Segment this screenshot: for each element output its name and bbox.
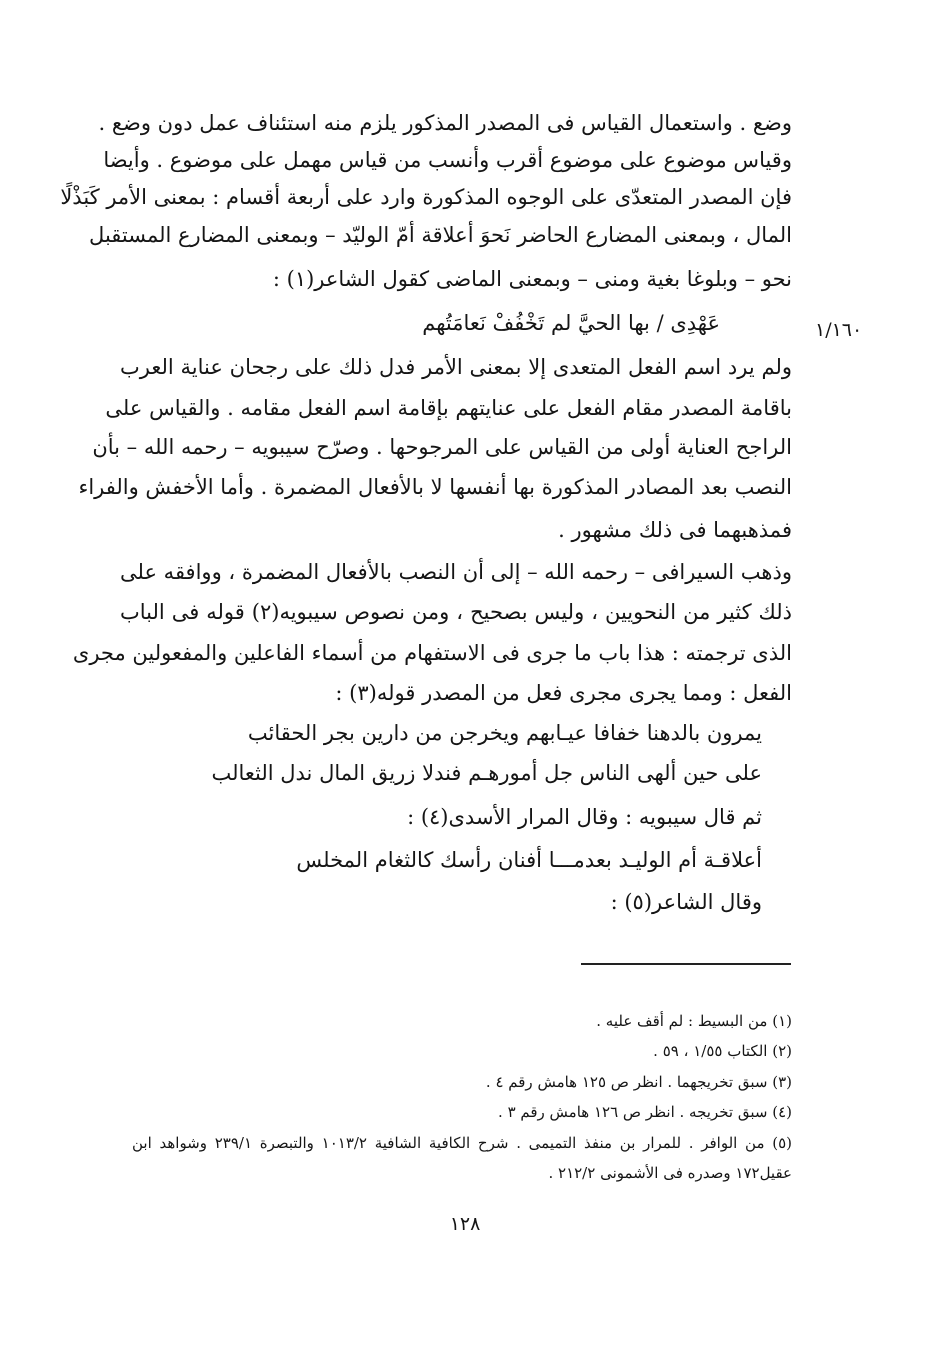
verse-line: أعلاقـة أم الوليـد بعدمـــا أفنان رأسك كالثغام المخلس: [296, 848, 762, 872]
body-line: وقياس موضوع على موضوع أقرب وأنسب من قياس مهمل على موضوع . وأيضا: [103, 148, 792, 172]
body-line: نحو – وبلوغا بغية ومنى – وبمعنى الماضى كقول الشاعر(١) :: [272, 267, 792, 291]
page-number: ١٢٨: [449, 1213, 481, 1235]
verse-line: عَهْدِى / بها الحيَّ لم تَخْفُفْ نَعامَتُهم: [422, 311, 720, 335]
verse-line: على حين ألهى الناس جل أمورهـم فندلا زريق المال ندل الثعالب: [211, 761, 762, 785]
body-line: الراجح العناية أولى من القياس على المرجوحها . وصرّح سيبويه – رحمه الله – بأن: [92, 435, 792, 459]
footnote-continuation: عقيل١٧٢ وصدره فى الأشمونى ٢١٢/٢ .: [548, 1164, 792, 1182]
body-line: وقال الشاعر(٥) :: [610, 890, 762, 914]
footnote-separator: [581, 963, 791, 965]
body-line: الفعل : ومما يجرى مجرى فعل من المصدر قوله(٣) :: [335, 681, 792, 705]
body-line: وضع . واستعمال القياس فى المصدر المذكور يلزم منه استئناف عمل دون وضع .: [98, 111, 792, 135]
footnote: (٢) الكتاب ١/٥٥ ، ٥٩ .: [653, 1042, 792, 1060]
body-line: ثم قال سيبويه : وقال المرار الأسدى(٤) :: [407, 805, 762, 829]
body-line: النصب بعد المصادر المذكورة بها أنفسها لا بالأفعال المضمرة . وأما الأخفش والفراء: [78, 475, 792, 499]
margin-page-reference: ١/١٦٠: [815, 319, 863, 341]
body-line: ذلك كثير من النحويين ، وليس بصحيح ، ومن نصوص سيبويه(٢) قوله فى الباب: [120, 600, 792, 624]
body-line: فإن المصدر المتعدّى على الوجوه المذكورة وارد على أربعة أقسام : بمعنى الأمر كَبَذْلًا: [60, 185, 792, 209]
footnote: (٤) سبق تخريجه . انظر ص ١٢٦ هامش رقم ٣ .: [498, 1103, 792, 1121]
body-line: فمذهبهما فى ذلك مشهور .: [558, 518, 792, 542]
footnote: (٥) من الوافر . للمرار بن منفذ التميمى . شرح الكافية الشافية ١٠١٣/٢ والتبصرة ٢٣٩/١ وشواهد ابن: [132, 1134, 793, 1152]
verse-line: يمرون بالدهنا خفافا عيـابهم ويخرجن من دارين بجر الحقائب: [247, 721, 762, 745]
footnote: (١) من البسيط : لم أقف عليه .: [596, 1012, 792, 1030]
body-line: باقامة المصدر مقام الفعل على عنايتهم بإقامة اسم الفعل مقامه . والقياس على: [105, 396, 792, 420]
body-line: ولم يرد اسم الفعل المتعدى إلا بمعنى الأمر فدل ذلك على رجحان عناية العرب: [120, 355, 792, 379]
body-line: الذى ترجمته : هذا باب ما جرى فى الاستفهام من أسماء الفاعلين والمفعولين مجرى: [72, 641, 792, 665]
footnote: (٣) سبق تخريجهما . انظر ص ١٢٥ هامش رقم ٤ .: [485, 1073, 792, 1091]
body-line: وذهب السيرافى – رحمه الله – إلى أن النصب بالأفعال المضمرة ، ووافقه على: [120, 560, 792, 584]
body-line: المال ، وبمعنى المضارع الحاضر نَحوَ أعلاقة أمّ الوليّد – وبمعنى المضارع المستقبل: [89, 223, 792, 247]
